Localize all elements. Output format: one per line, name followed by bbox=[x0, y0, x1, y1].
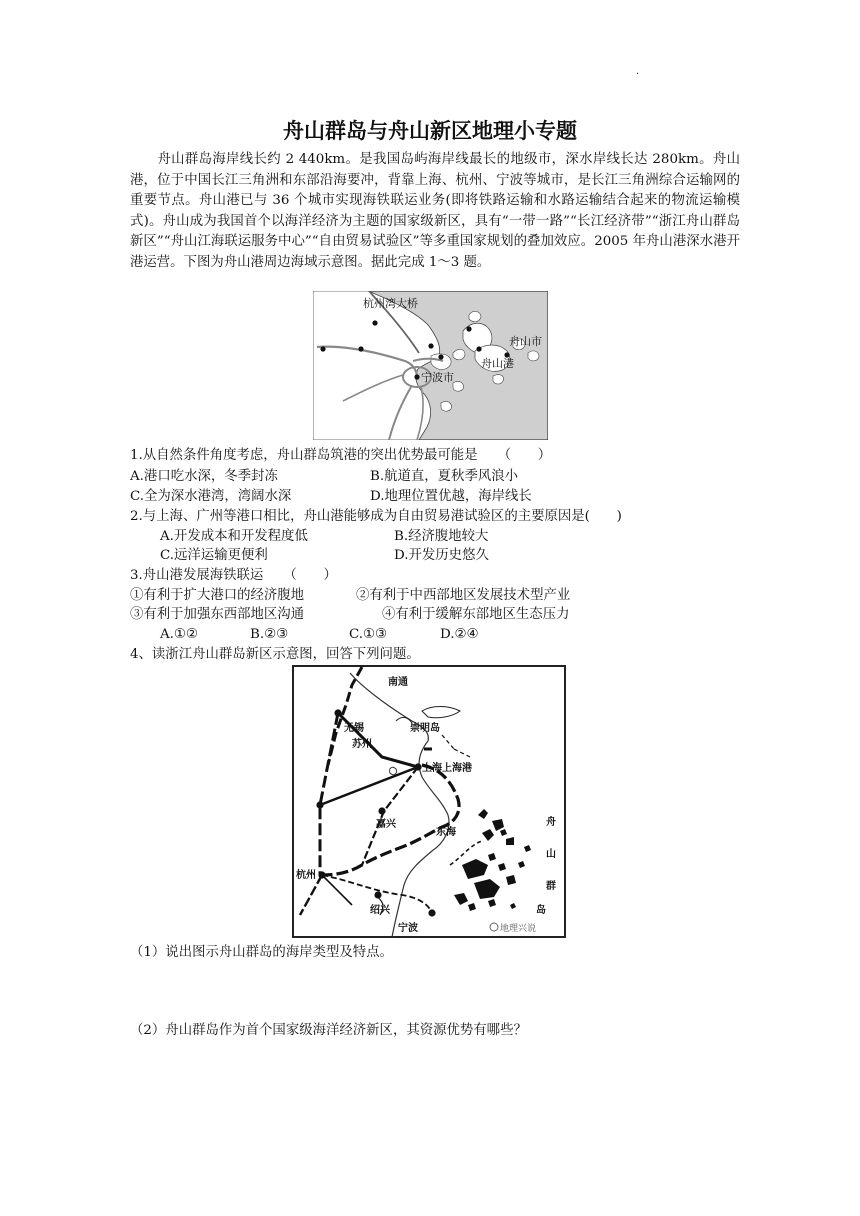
q3-stem: 3.舟山港发展海铁联运 （ ） bbox=[130, 568, 337, 583]
q3-option-a: A.①② bbox=[160, 627, 198, 642]
q4-stem: 4、读浙江舟山群岛新区示意图，回答下列问题。 bbox=[130, 647, 420, 662]
map2-label-zhoushan-2: 山 bbox=[546, 849, 556, 860]
map2-label-ningbo: 宁波 bbox=[398, 923, 418, 934]
intro-line: 图。据此完成 1～3 题。 bbox=[344, 254, 491, 270]
map1-label-zhoushan-city: 舟山市 bbox=[509, 335, 542, 348]
q1-option-c: C.全为深水港湾，湾阔水深 bbox=[130, 489, 292, 504]
map2-watermark: 地理兴说 bbox=[500, 924, 537, 934]
q3-statement-1: ①有利于扩大港口的经济腹地 bbox=[130, 588, 305, 603]
map2-label-donghai: 东海 bbox=[436, 827, 456, 838]
q3-statement-3: ③有利于加强东西部地区沟通 bbox=[130, 607, 305, 622]
map2-label-shanghai-port: 上海上海港 bbox=[422, 763, 472, 774]
q2-option-d: D.开发历史悠久 bbox=[394, 548, 489, 563]
map2-label-zhoushan-1: 舟 bbox=[546, 817, 556, 828]
q2-option-a: A.开发成本和开发程度低 bbox=[160, 529, 308, 544]
map2-label-zhoushan-3: 群 bbox=[546, 881, 556, 892]
q3-option-d: D.②④ bbox=[440, 627, 479, 642]
map2-label-chongming: 崇明岛 bbox=[410, 723, 440, 734]
intro-line: 洲综合运输网的重要节点。舟山港已与 36 个城市实现海铁联运业务(即将铁路运输和水路运 bbox=[130, 172, 741, 209]
q3-option-b: B.②③ bbox=[250, 627, 289, 642]
q2-stem: 2.与上海、广州等港口相比，舟山港能够成为自由贸易港试验区的主要原因是( ) bbox=[130, 509, 622, 524]
q1-stem: 1.从自然条件角度考虑，舟山群岛筑港的突出优势最可能是 （ ） bbox=[130, 448, 552, 463]
map1-label-zhoushan-port: 舟山港 bbox=[481, 357, 514, 370]
intro-line: 等多重国家规划的叠加效应。2005 年舟山港深水港开港运营。下图为舟山港周边海域示意 bbox=[130, 234, 740, 270]
zhoushan-port-map bbox=[313, 291, 548, 440]
map2-label-shaoxing: 绍兴 bbox=[370, 905, 390, 916]
intro-line: 舟山群岛海岸线长约 2 440km。是我国岛屿海岸线最长的地级市，深水岸线长达 280km。 bbox=[157, 152, 713, 167]
q1-option-b: B.航道直，夏秋季风浪小 bbox=[370, 469, 519, 484]
map2-label-hangzhou: 杭州 bbox=[296, 870, 316, 881]
map2-label-jiaxing: 嘉兴 bbox=[376, 819, 396, 830]
q1-option-d: D.地理位置优越，海岸线长 bbox=[370, 489, 532, 504]
q4-sub1: （1）说出图示舟山群岛的海岸类型及特点。 bbox=[130, 945, 393, 960]
intro-line: 输结合起来的物流运输模式)。舟山成为我国首个以海洋经济为主题的国家级新区，具有“一 bbox=[130, 193, 740, 229]
zhoushan-new-area-map bbox=[292, 665, 566, 938]
q4-sub2: （2）舟山群岛作为首个国家级海洋经济新区，其资源优势有哪些？ bbox=[130, 1023, 527, 1038]
map2-label-zhoushan-4: 岛 bbox=[536, 905, 546, 916]
q3-statement-4: ④有利于缓解东部地区生态压力 bbox=[382, 607, 570, 622]
intro-paragraph bbox=[130, 150, 740, 274]
intro-line: 舟山港，位于中国长江三角洲和东部沿海要冲，背靠上海、杭州、宁波等城市，是长江三角 bbox=[130, 152, 741, 188]
map1-label-bridge: 杭州湾大桥 bbox=[363, 297, 418, 310]
q2-option-c: C.远洋运输更便利 bbox=[160, 548, 268, 563]
intro-line: 带一路”“长江经济带”“浙江舟山群岛新区”“舟山江海联运服务中心”“自由贸易试验区” bbox=[130, 213, 740, 250]
q1-option-a: A.港口吃水深，冬季封冻 bbox=[130, 469, 278, 484]
map2-label-wuxi: 无锡 bbox=[344, 723, 364, 734]
map2-label-nantong: 南通 bbox=[388, 677, 408, 688]
q2-option-b: B.经济腹地较大 bbox=[394, 529, 489, 544]
top-dot: . bbox=[636, 66, 640, 77]
q3-statement-2: ②有利于中西部地区发展技术型产业 bbox=[356, 588, 571, 603]
page-title: 舟山群岛与舟山新区地理小专题 bbox=[283, 119, 577, 143]
map2-label-suzhou: 苏州 bbox=[352, 739, 372, 750]
q3-option-c: C.①③ bbox=[349, 627, 388, 642]
map1-label-ningbo: 宁波市 bbox=[421, 371, 454, 384]
